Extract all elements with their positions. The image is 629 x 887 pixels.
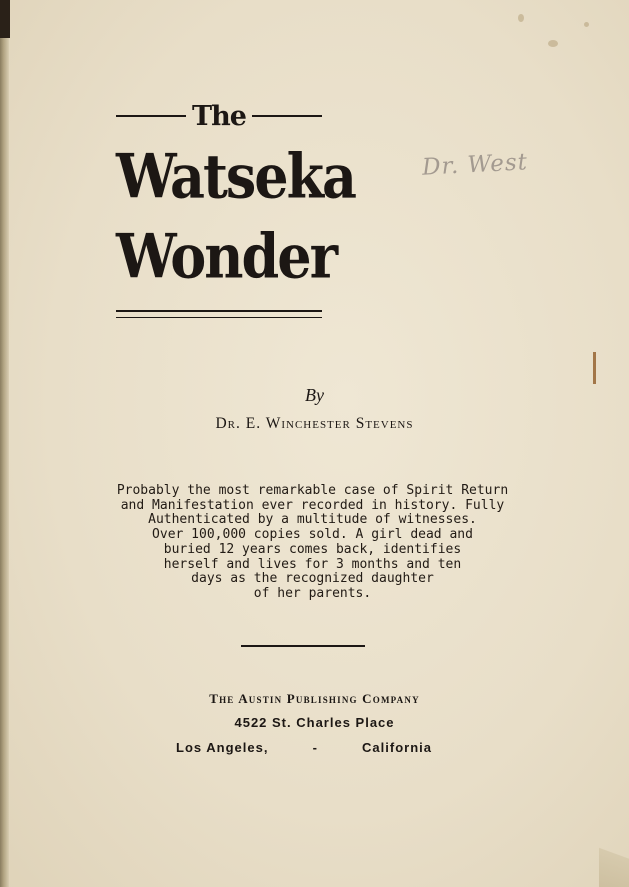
publisher-state: California [362, 740, 432, 755]
handwritten-note: Dr. West [421, 149, 529, 181]
stain [548, 40, 558, 47]
description-line: of her parents. [253, 585, 372, 601]
binding-mark [0, 0, 10, 38]
title-rule-right [252, 115, 322, 117]
description [110, 484, 515, 602]
description-line: herself and lives for 3 months and ten [163, 556, 462, 572]
title-rule-left [116, 115, 186, 117]
description-line: Authenticated by a multitude of witnesses. [148, 512, 477, 528]
worn-corner [599, 832, 629, 887]
description-line: buried 12 years comes back, identifies [163, 541, 462, 557]
description-line: and Manifestation ever recorded in history. Fully [120, 497, 505, 513]
description-line: Probably the most remarkable case of Spirit Return [116, 483, 509, 498]
stain [584, 22, 589, 27]
byline-by: By [305, 385, 324, 405]
title-line-2: Wonder [116, 220, 337, 293]
title-the: The [192, 100, 246, 132]
page-edge [0, 0, 9, 887]
title-the-row [116, 96, 322, 136]
publisher-address: 4522 St. Charles Place [234, 715, 395, 730]
publisher-city-row [176, 740, 432, 755]
publisher-name: The Austin Publishing Company [209, 691, 420, 706]
section-divider [241, 645, 365, 647]
author-name: Dr. E. Winchester Stevens [215, 415, 414, 432]
description-line: Over 100,000 copies sold. A girl dead and [152, 527, 473, 543]
title-line-1: Watseka [116, 140, 356, 213]
paper-tear [593, 352, 596, 384]
publisher-city: Los Angeles, [176, 740, 269, 755]
title-double-rule [116, 310, 322, 318]
stain [518, 14, 524, 22]
description-line: days as the recognized daughter [191, 571, 434, 587]
city-separator: - [312, 740, 318, 755]
